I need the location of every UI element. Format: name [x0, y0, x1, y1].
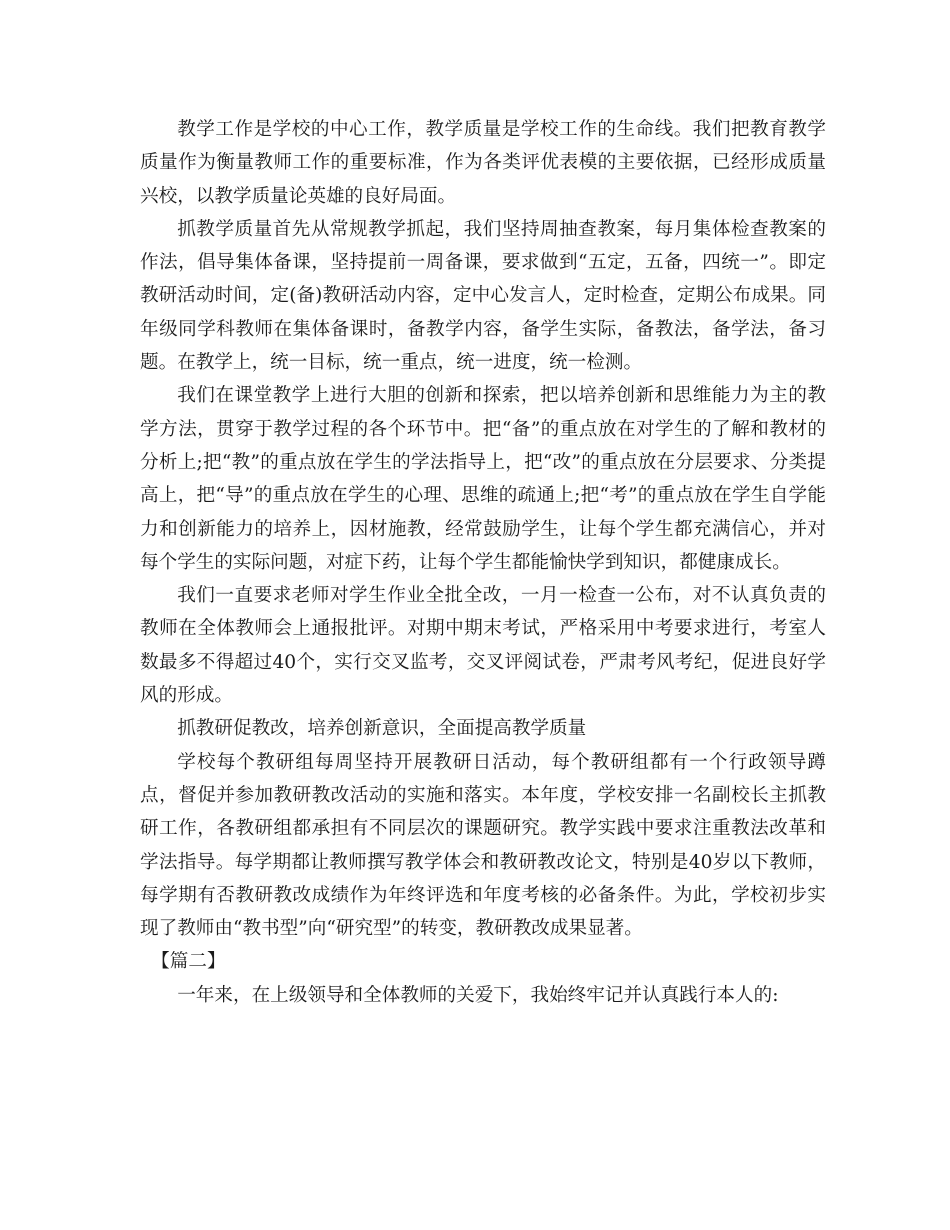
paragraph-teaching-quality-intro: 教学工作是学校的中心工作，教学质量是学校工作的生命线。我们把教育教学质量作为衡量教师工作的重要标准，作为各类评优表模的主要依据，已经形成质量兴校，以教学质量论英雄的良好局面。	[140, 119, 826, 207]
paragraph-classroom-innovation: 我们在课堂教学上进行大胆的创新和探索，把以培养创新和思维能力为主的教学方法，贯穿于教学过程的各个环节中。把“备”的重点放在对学生的了解和教材的分析上;把“教”的重点放在学生的学法指导上，把“改”的重点放在分层要求、分类提高上，把“导”的重点放在学生的心理、思维的疏通上;把“考”的重点放在学生自学能力和创新能力的培养上，因材施教，经常鼓励学生，让每个学生都充满信心，并对每个学生的实际问题，对症下药，让每个学生都能愉快学到知识，都健康成长。	[140, 385, 826, 573]
paragraph-research-subheading: 抓教研促教改，培养创新意识，全面提高教学质量	[177, 718, 587, 740]
paragraph-closing: 一年来，在上级领导和全体教师的关爱下，我始终牢记并认真践行本人的:	[177, 984, 779, 1006]
paragraph-routine-teaching: 抓教学质量首先从常规教学抓起，我们坚持周抽查教案，每月集体检查教案的作法，倡导集体备课，坚持提前一周备课，要求做到“五定，五备，四统一”。即定教研活动时间，定(备)教研活动内容，定中心发言人，定时检查，定期公布成果。同年级同学科教师在集体备课时，备教学内容，备学生实际，备教法，备学法，备习题。在教学上，统一目标，统一重点，统一进度，统一检测。	[140, 218, 826, 374]
paragraph-homework-exams: 我们一直要求老师对学生作业全批全改，一月一检查一公布，对不认真负责的教师在全体教师会上通报批评。对期中期末考试，严格采用中考要求进行，考室人数最多不得超过40个，实行交叉监考，交叉评阅试卷，严肃考风考纪，促进良好学风的形成。	[140, 585, 826, 707]
section-heading: 【篇二】	[151, 951, 226, 973]
document-body	[140, 113, 826, 1012]
paragraph-research-groups: 学校每个教研组每周坚持开展教研日活动，每个教研组都有一个行政领导蹲点，督促并参加教研教改活动的实施和落实。本年度，学校安排一名副校长主抓教研工作，各教研组都承担有不同层次的课题研究。教学实践中要求注重教法改革和学法指导。每学期都让教师撰写教学体会和教研教改论文，特别是40岁以下教师，每学期有否教研教改成绩作为年终评选和年度考核的必备条件。为此，学校初步实现了教师由“教书型”向“研究型”的转变，教研教改成果显著。	[140, 751, 826, 940]
